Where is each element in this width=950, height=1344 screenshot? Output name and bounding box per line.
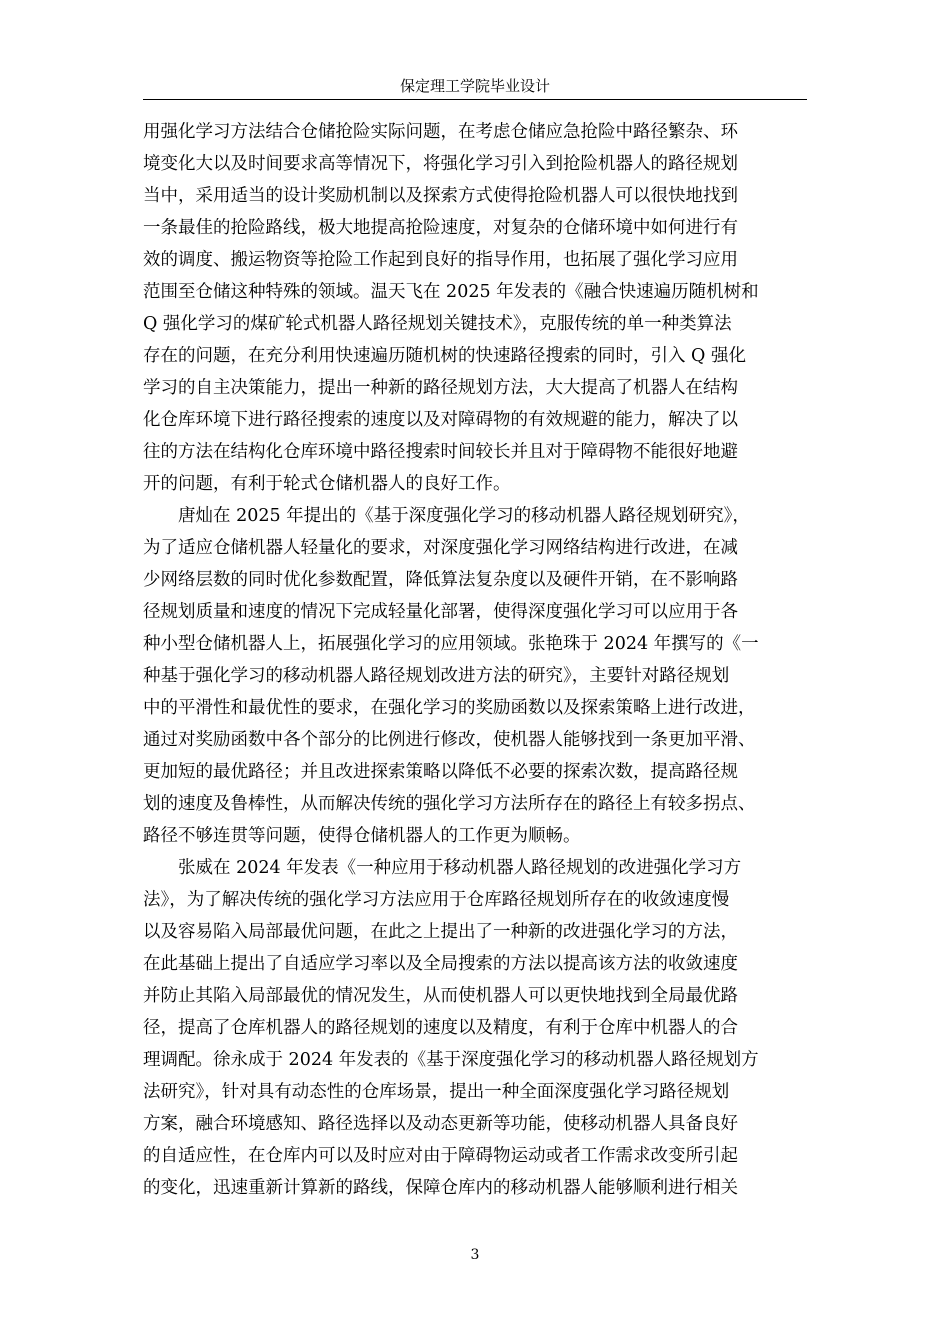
text-line: 以及容易陷入局部最优问题，在此之上提出了一种新的改进强化学习的方法， — [143, 922, 738, 942]
paragraph-first-line: 唐灿在 2025 年提出的《基于深度强化学习的移动机器人路径规划研究》， — [178, 506, 750, 526]
header-divider — [143, 99, 807, 100]
text-line: 一条最佳的抢险路线，极大地提高抢险速度，对复杂的仓储环境中如何进行有 — [143, 218, 738, 238]
text-line: 通过对奖励函数中各个部分的比例进行修改，使机器人能够找到一条更加平滑、 — [143, 730, 756, 750]
text-line: 往的方法在结构化仓库环境中路径搜索时间较长并且对于障碍物不能很好地避 — [143, 442, 738, 462]
text-line: 法研究》，针对具有动态性的仓库场景，提出一种全面深度强化学习路径规划 — [143, 1082, 730, 1102]
text-line: 化仓库环境下进行路径搜索的速度以及对障碍物的有效规避的能力，解决了以 — [143, 410, 738, 430]
text-line: 中的平滑性和最优性的要求，在强化学习的奖励函数以及探索策略上进行改进， — [143, 698, 756, 718]
text-line: 当中，采用适当的设计奖励机制以及探索方式使得抢险机器人可以很快地找到 — [143, 186, 738, 206]
text-line: 的变化，迅速重新计算新的路线，保障仓库内的移动机器人能够顺利进行相关 — [143, 1178, 738, 1198]
text-line: 少网络层数的同时优化参数配置，降低算法复杂度以及硬件开销，在不影响路 — [143, 570, 738, 590]
text-line: 路径不够连贯等问题，使得仓储机器人的工作更为顺畅。 — [143, 826, 581, 846]
text-line: 学习的自主决策能力，提出一种新的路径规划方法，大大提高了机器人在结构 — [143, 378, 738, 398]
text-line: 境变化大以及时间要求高等情况下，将强化学习引入到抢险机器人的路径规划 — [143, 154, 738, 174]
text-line: 为了适应仓储机器人轻量化的要求，对深度强化学习网络结构进行改进，在减 — [143, 538, 738, 558]
body-text — [143, 116, 808, 1204]
text-line: 效的调度、搬运物资等抢险工作起到良好的指导作用，也拓展了强化学习应用 — [143, 250, 738, 270]
text-line: 并防止其陷入局部最优的情况发生，从而使机器人可以更快地找到全局最优路 — [143, 986, 738, 1006]
text-line: 划的速度及鲁棒性，从而解决传统的强化学习方法所存在的路径上有较多拐点、 — [143, 794, 756, 814]
text-line: 的自适应性，在仓库内可以及时应对由于障碍物运动或者工作需求改变所引起 — [143, 1146, 738, 1166]
text-line: 法》，为了解决传统的强化学习方法应用于仓库路径规划所存在的收敛速度慢 — [143, 890, 730, 910]
text-line: 更加短的最优路径；并且改进探索策略以降低不必要的探索次数，提高路径规 — [143, 762, 738, 782]
text-line: 存在的问题，在充分利用快速遍历随机树的快速路径搜索的同时，引入 Q 强化 — [143, 346, 746, 366]
text-line: 范围至仓储这种特殊的领域。温天飞在 2025 年发表的《融合快速遍历随机树和 — [143, 282, 759, 302]
text-line: 种基于强化学习的移动机器人路径规划改进方法的研究》，主要针对路径规划 — [143, 666, 730, 686]
page-header-title: 保定理工学院毕业设计 — [399, 77, 550, 95]
text-line: 理调配。徐永成于 2024 年发表的《基于深度强化学习的移动机器人路径规划方 — [143, 1050, 759, 1070]
text-line: 在此基础上提出了自适应学习率以及全局搜索的方法以提高该方法的收敛速度 — [143, 954, 738, 974]
page-number: 3 — [470, 1247, 480, 1263]
text-line: 开的问题，有利于轮式仓储机器人的良好工作。 — [143, 474, 511, 494]
paragraph-first-line: 张威在 2024 年发表《一种应用于移动机器人路径规划的改进强化学习方 — [178, 858, 742, 878]
text-line: 用强化学习方法结合仓储抢险实际问题，在考虑仓储应急抢险中路径繁杂、环 — [143, 122, 738, 142]
text-line: 径规划质量和速度的情况下完成轻量化部署，使得深度强化学习可以应用于各 — [143, 602, 738, 622]
text-line: Q 强化学习的煤矿轮式机器人路径规划关键技术》，克服传统的单一种类算法 — [143, 314, 732, 334]
text-line: 种小型仓储机器人上，拓展强化学习的应用领域。张艳珠于 2024 年撰写的《一 — [143, 634, 759, 654]
text-line: 方案，融合环境感知、路径选择以及动态更新等功能，使移动机器人具备良好 — [143, 1114, 738, 1134]
text-line: 径，提高了仓库机器人的路径规划的速度以及精度，有利于仓库中机器人的合 — [143, 1018, 738, 1038]
